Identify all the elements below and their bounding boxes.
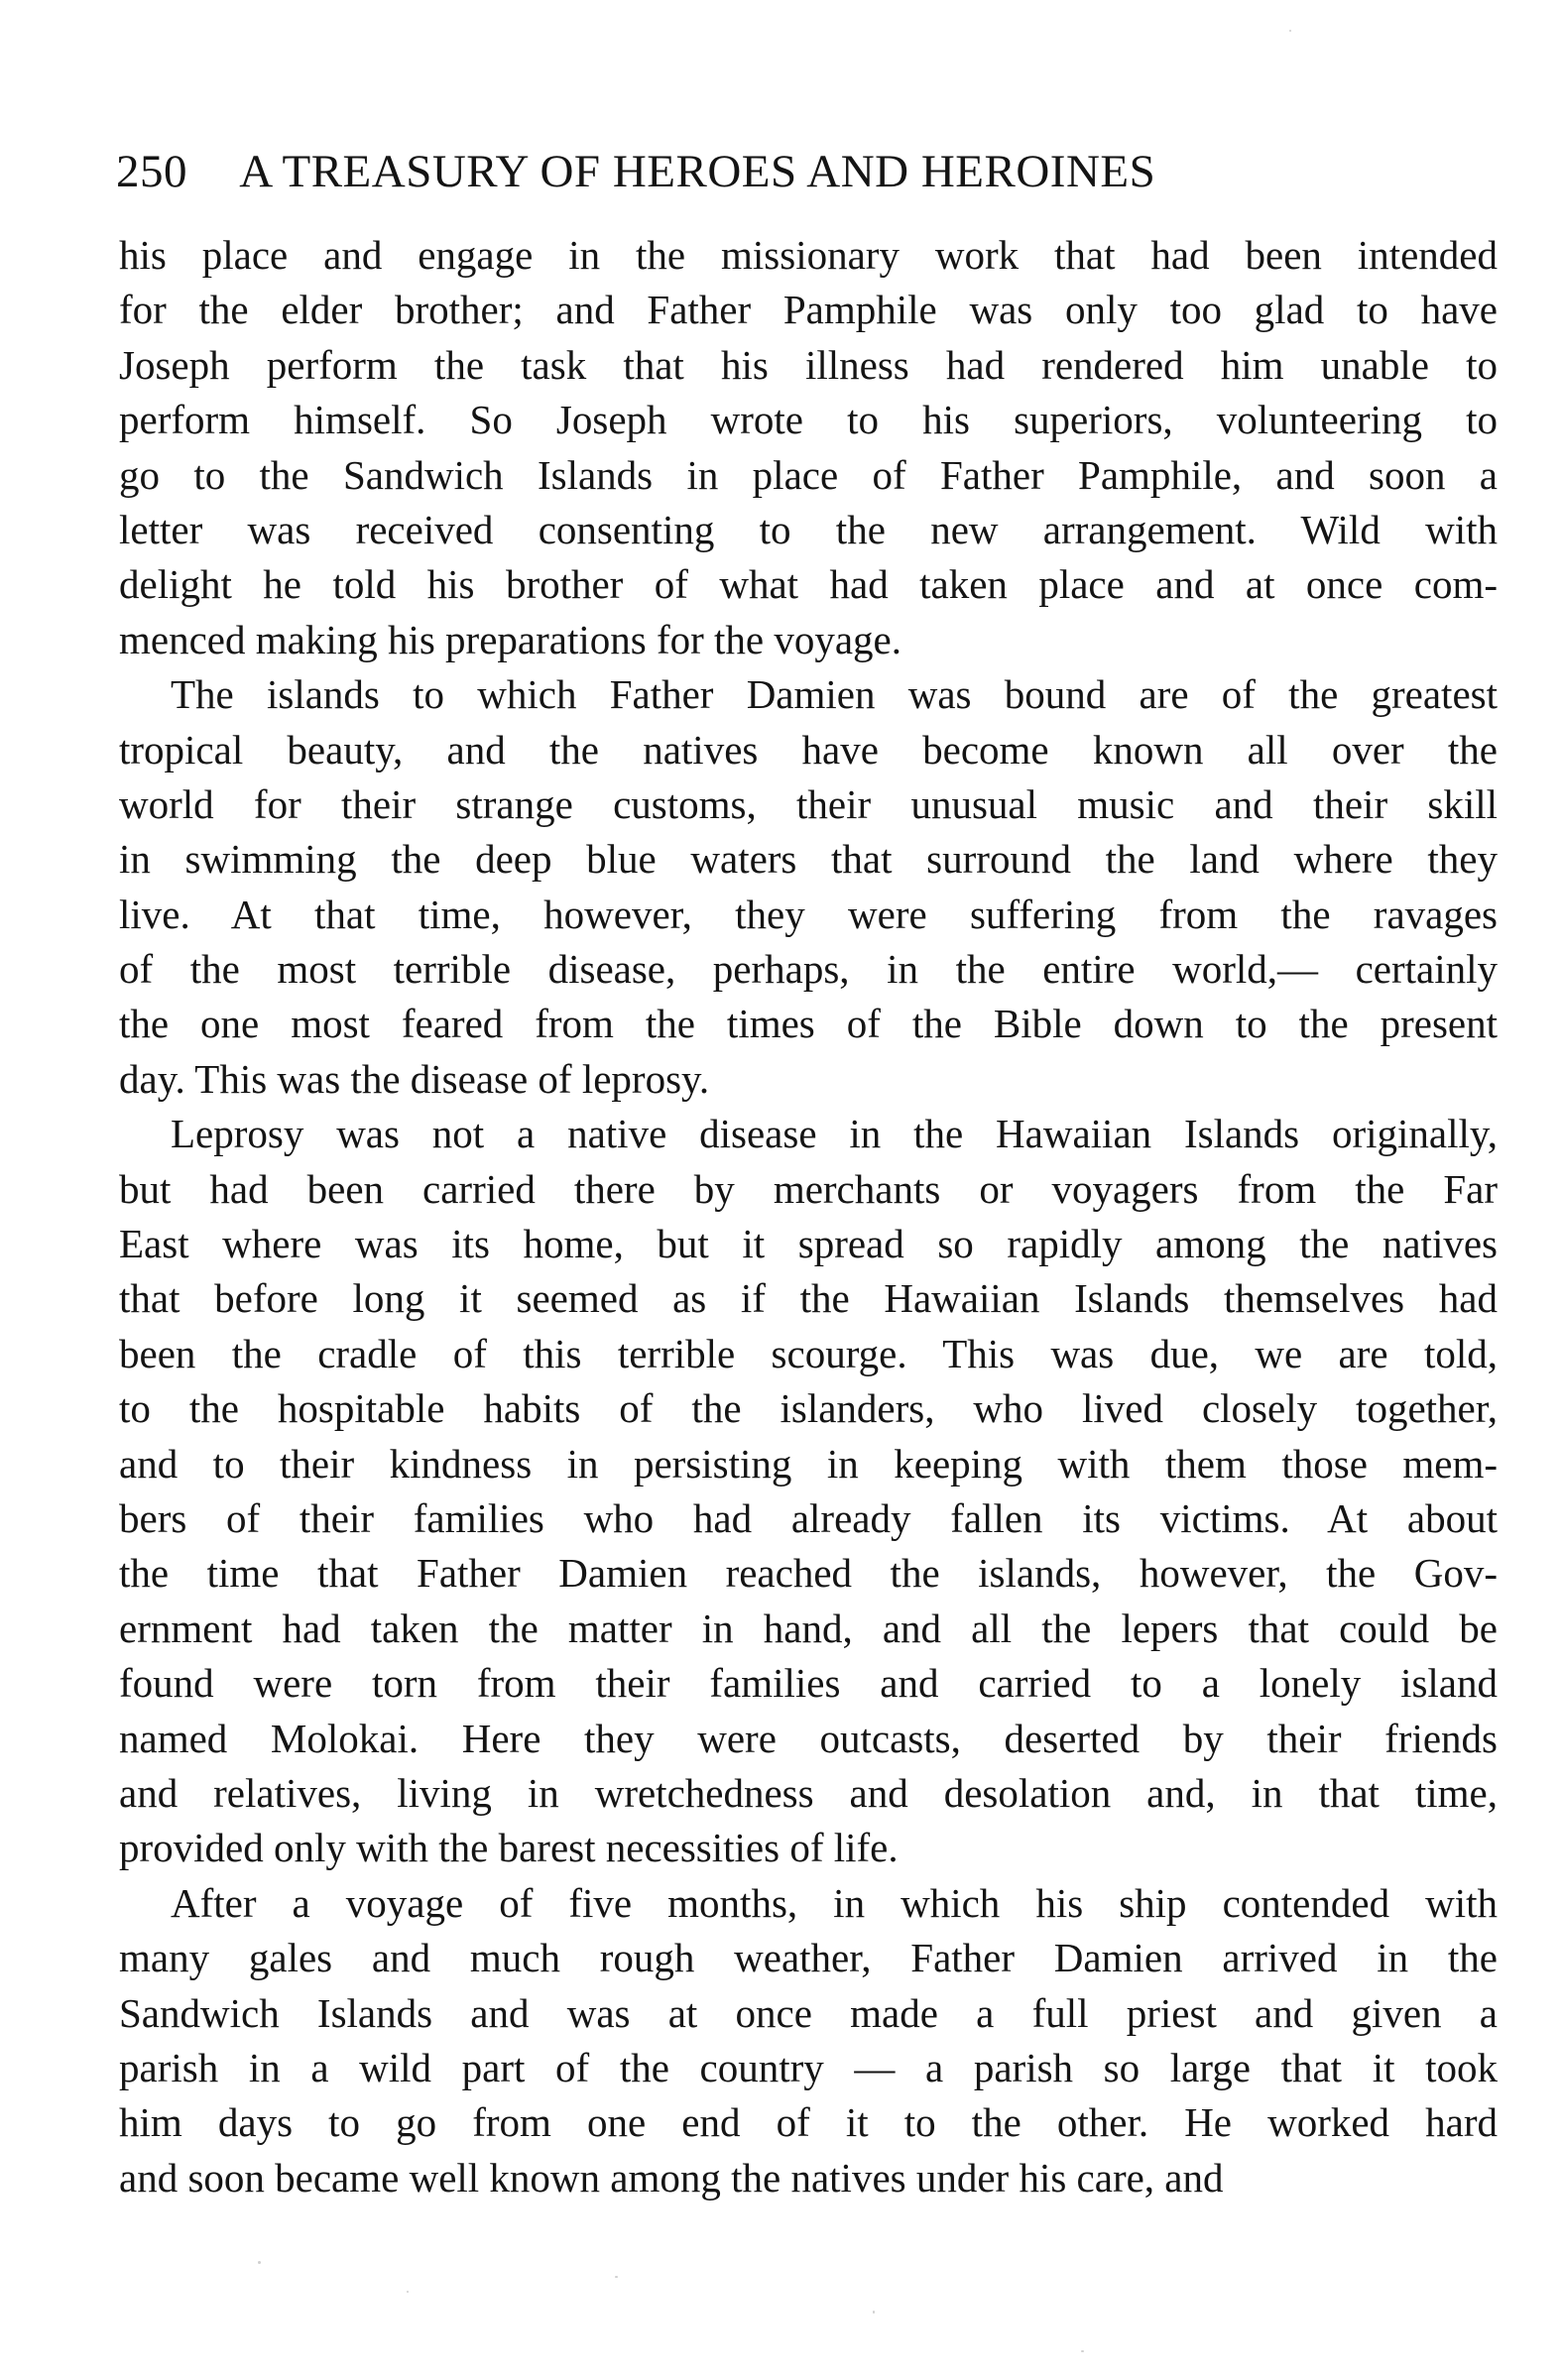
- paragraph: [119, 228, 1498, 667]
- paragraph: [119, 667, 1498, 1107]
- running-header: [116, 137, 1504, 206]
- paragraph: [119, 1876, 1498, 2205]
- text-line: Sandwich Islands and was at once made a full priest and given a: [119, 1989, 1498, 2036]
- paragraph: [119, 1107, 1498, 1875]
- page-number: 250: [116, 146, 187, 197]
- text-line: go to the Sandwich Islands in place of Father Pamphile, and soon a: [119, 451, 1498, 498]
- text-line: ernment had taken the matter in hand, and all the lepers that could be: [119, 1605, 1498, 1651]
- text-line: in swimming the deep blue waters that surround the land where they: [119, 836, 1498, 883]
- text-line: The islands to which Father Damien was bound are of the greatest: [171, 671, 1498, 718]
- text-line: letter was received consenting to the new arrangement. Wild with: [119, 506, 1498, 552]
- text-line: that before long it seemed as if the Hawaiian Islands themselves had: [119, 1275, 1498, 1322]
- text-line: and to their kindness in persisting in keeping with them those mem-: [119, 1440, 1498, 1487]
- text-line: but had been carried there by merchants or voyagers from the Far: [119, 1165, 1498, 1212]
- running-title: A TREASURY OF HEROES AND HEROINES: [239, 146, 1156, 197]
- text-line: After a voyage of five months, in which his ship contended with: [171, 1879, 1498, 1926]
- text-line: him days to go from one end of it to the other. He worked hard: [119, 2099, 1498, 2146]
- scan-speckle: [615, 2276, 618, 2278]
- scan-speckle: [1081, 2350, 1084, 2352]
- text-line: menced making his preparations for the voyage.: [119, 616, 901, 662]
- text-line: been the cradle of this terrible scourge. This was due, we are told,: [119, 1330, 1498, 1376]
- text-line: Joseph perform the task that his illness had rendered him unable to: [119, 341, 1498, 388]
- text-line: parish in a wild part of the country — a parish so large that it took: [119, 2044, 1498, 2090]
- text-line: and soon became well known among the natives under his care, and: [119, 2154, 1224, 2201]
- text-line: bers of their families who had already fallen its victims. At about: [119, 1494, 1498, 1541]
- text-line: East where was its home, but it spread so rapidly among the natives: [119, 1221, 1498, 1267]
- text-line: tropical beauty, and the natives have become known all over the: [119, 726, 1498, 773]
- text-line: found were torn from their families and carried to a lonely island: [119, 1660, 1498, 1707]
- text-line: to the hospitable habits of the islanders, who lived closely together,: [119, 1385, 1498, 1432]
- text-line: perform himself. So Joseph wrote to his superiors, volunteering to: [119, 397, 1498, 443]
- text-line: for the elder brother; and Father Pamphile was only too glad to have: [119, 287, 1498, 333]
- text-line: the time that Father Damien reached the islands, however, the Gov-: [119, 1550, 1498, 1597]
- text-line: provided only with the barest necessities of life.: [119, 1825, 899, 1871]
- scan-speckle: [873, 2311, 875, 2314]
- body-text: [119, 228, 1498, 2205]
- text-line: of the most terrible disease, perhaps, in the entire world,— certainly: [119, 946, 1498, 993]
- text-line: live. At that time, however, they were suffering from the ravages: [119, 891, 1498, 937]
- scan-speckle: [258, 2261, 261, 2264]
- text-line: many gales and much rough weather, Father Damien arrived in the: [119, 1935, 1498, 1981]
- text-line: Leprosy was not a native disease in the Hawaiian Islands originally,: [171, 1111, 1498, 1157]
- text-line: the one most feared from the times of the Bible down to the present: [119, 1001, 1498, 1047]
- scan-speckle: [407, 2291, 409, 2293]
- text-line: his place and engage in the missionary work that had been intended: [119, 232, 1498, 278]
- text-line: delight he told his brother of what had taken place and at once com-: [119, 561, 1498, 608]
- scan-speckle: [1289, 30, 1291, 32]
- text-line: day. This was the disease of leprosy.: [119, 1055, 710, 1102]
- text-line: named Molokai. Here they were outcasts, deserted by their friends: [119, 1715, 1498, 1761]
- text-line: and relatives, living in wretchedness and desolation and, in that time,: [119, 1769, 1498, 1816]
- text-line: world for their strange customs, their unusual music and their skill: [119, 780, 1498, 827]
